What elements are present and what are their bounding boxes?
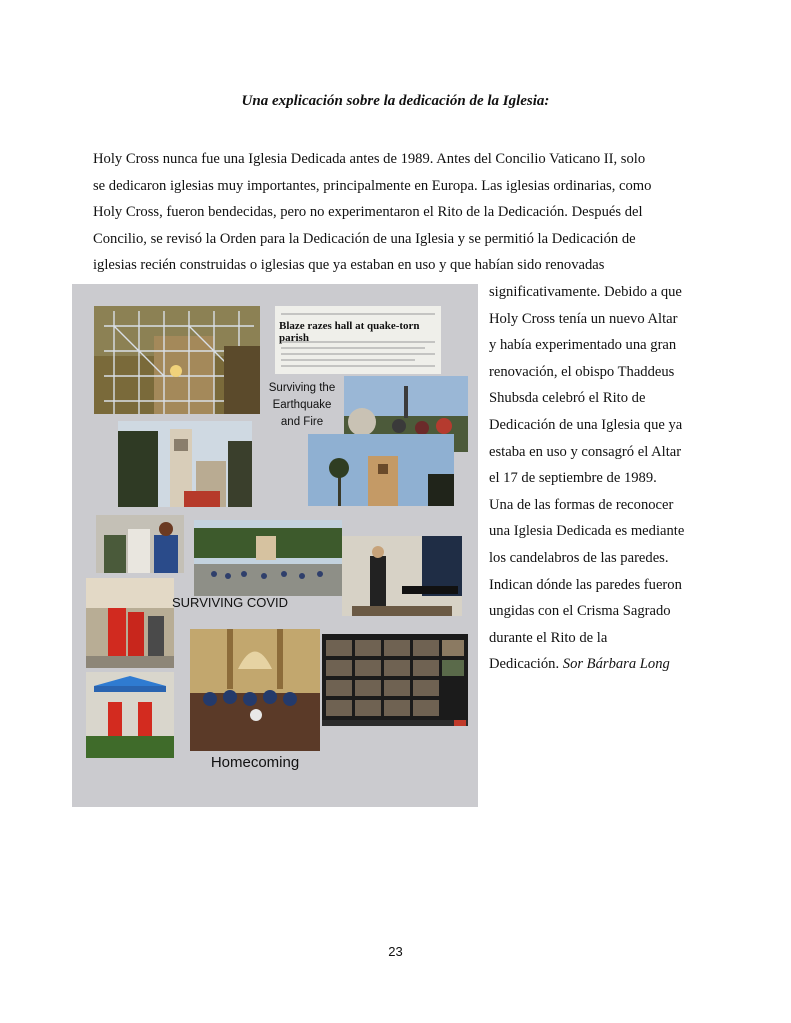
side-line: Dedicación de una Iglesia que ya: [489, 416, 683, 433]
side-paragraph: [489, 279, 719, 678]
paragraph-line: iglesias recién construidas o iglesias que ya estaban en uso y que habían sido renovadas: [93, 257, 605, 274]
photo-musicians: [342, 536, 462, 616]
caption-earthquake-line: and Fire: [280, 416, 324, 428]
side-line: Indican dónde las paredes fueron: [489, 576, 682, 593]
side-line: el 17 de septiembre de 1989.: [489, 470, 657, 487]
paragraph-line: se dedicaron iglesias muy importantes, principalmente en Europa. Las iglesias ordinarias, como: [93, 177, 652, 194]
photo-bell-tower: [308, 434, 454, 506]
side-line: renovación, el obispo Thaddeus: [489, 363, 675, 380]
paragraph-line: Holy Cross, fueron bendecidas, pero no experimentaron el Rito de la Dedicación. Después del: [93, 204, 643, 221]
caption-earthquake-line: Surviving the: [268, 382, 336, 394]
photo-church-tower: [118, 421, 252, 507]
paragraph-line: Concilio, se revisó la Orden para la Dedicación de una Iglesia y se permitió la Dedicación de: [93, 230, 636, 247]
side-line: una Iglesia Dedicada es mediante: [489, 523, 685, 540]
photo-canopy-procession: [86, 672, 174, 758]
side-line: y había experimentado una gran: [489, 337, 677, 354]
caption-earthquake-line: Earthquake: [272, 399, 332, 411]
photo-newspaper-clipping: [275, 306, 441, 374]
caption-homecoming: Homecoming: [210, 754, 300, 771]
side-line: Una de las formas de reconocer: [489, 496, 674, 513]
side-last-line: [489, 651, 719, 678]
paragraph-line: Holy Cross nunca fue una Iglesia Dedicada antes de 1989. Antes del Concilio Vaticano II, solo: [93, 151, 646, 167]
newspaper-headline: Blaze razes hall at quake-torn parish: [279, 320, 420, 344]
side-line: Shubsda celebró el Rito de: [489, 390, 646, 407]
photo-outdoor-mass: [194, 520, 342, 596]
author-signature: Sor Bárbara Long: [562, 656, 670, 673]
caption-covid: SURVIVING COVID: [172, 595, 289, 610]
page-title: Una explicación sobre la dedicación de la Iglesia:: [241, 93, 550, 109]
side-line: los candelabros de las paredes.: [489, 549, 669, 566]
photo-church-interior: [190, 629, 320, 751]
caption-earthquake: [260, 380, 344, 431]
intro-paragraph: [93, 146, 705, 279]
photo-red-vestments: [86, 578, 174, 668]
photo-collage: [72, 284, 478, 807]
photo-clergy: [96, 515, 184, 573]
side-line: durante el Rito de la: [489, 629, 608, 646]
side-line: significativamente. Debido a que: [489, 284, 682, 300]
side-line: estaba en uso y consagró el Altar: [489, 443, 682, 460]
photo-zoom-meeting: [322, 634, 468, 726]
photo-scaffolding-fire: [94, 306, 260, 414]
page-number: 23: [388, 944, 403, 959]
side-line: Holy Cross tenía un nuevo Altar: [489, 310, 678, 327]
side-line: ungidas con el Crisma Sagrado: [489, 603, 671, 620]
side-last-text: Dedicación.: [489, 656, 560, 673]
